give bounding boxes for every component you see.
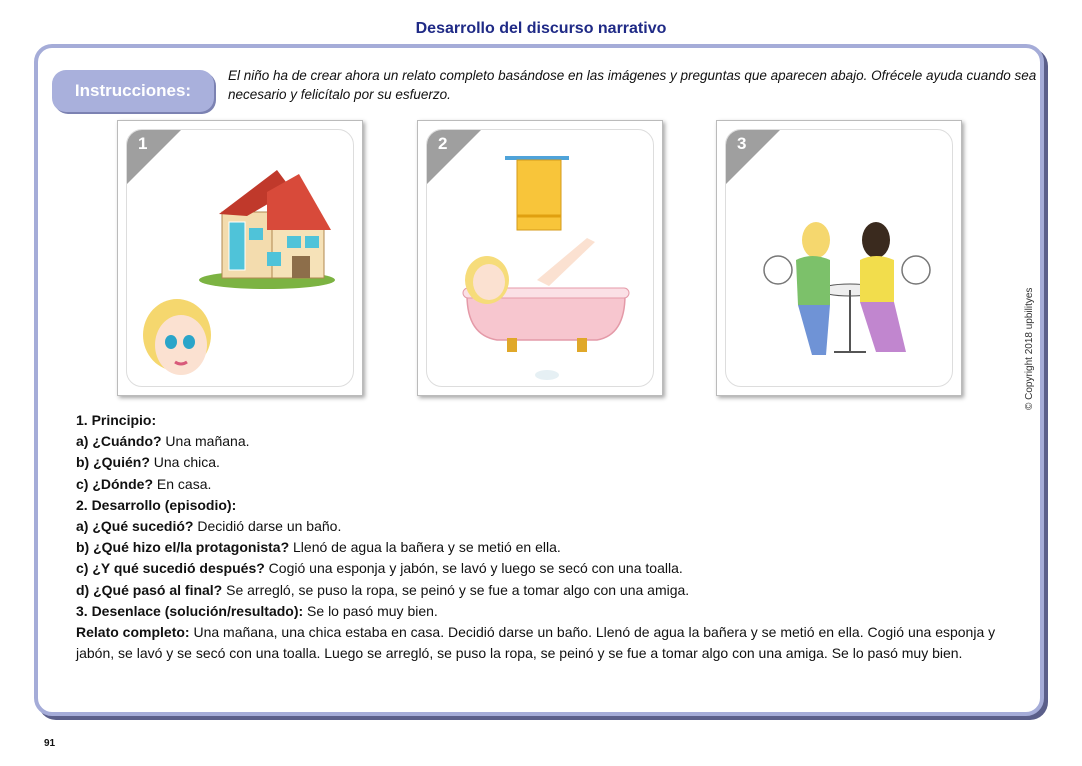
line-text: Llenó de agua la bañera y se metió en ella. bbox=[289, 539, 561, 556]
text-line bbox=[76, 580, 1026, 601]
line-heading: 1. Principio: bbox=[76, 412, 157, 428]
text-line bbox=[76, 474, 1026, 495]
line-text: Una mañana. bbox=[161, 433, 250, 450]
text-line bbox=[76, 452, 1026, 473]
card-number-2: 2 bbox=[438, 134, 448, 153]
line-text: Una chica. bbox=[149, 454, 220, 471]
line-heading: Relato completo: bbox=[76, 624, 190, 641]
line-heading: b) ¿Qué hizo el/la protagonista? bbox=[76, 539, 290, 556]
text-line bbox=[76, 558, 1026, 579]
line-heading: c) ¿Y qué sucedió después? bbox=[76, 560, 265, 577]
picture-card-1 bbox=[117, 120, 363, 396]
line-heading: b) ¿Quién? bbox=[76, 454, 150, 471]
line-heading: a) ¿Cuándo? bbox=[76, 433, 162, 450]
line-text: Decidió darse un baño. bbox=[193, 518, 342, 535]
instructions-text: El niño ha de crear ahora un relato completo basándose en las imágenes y preguntas que aparecen abajo. Ofrécele ayuda cuando sea necesario y felicítalo por su esfuerzo. bbox=[228, 68, 1037, 102]
line-heading: a) ¿Qué sucedió? bbox=[76, 518, 194, 535]
line-heading: 2. Desarrollo (episodio): bbox=[76, 496, 237, 513]
line-text: En casa. bbox=[153, 475, 212, 492]
text-line bbox=[76, 410, 1026, 431]
line-text: Una mañana, una chica estaba en casa. Decidió darse un baño. Llenó de agua la bañera y se metió en ella. Cogió una esponja y jabón, se lavó y se secó con una toalla. Luego se arregló, se puso la ropa, se peinó y se fue a tomar algo con una amiga. Se lo pasó muy bien. bbox=[76, 624, 996, 662]
picture-card-3-inner bbox=[725, 129, 953, 387]
page-number: 91 bbox=[44, 738, 56, 749]
text-line bbox=[76, 431, 1026, 452]
number-corner-2 bbox=[427, 130, 481, 184]
text-line bbox=[76, 622, 1026, 664]
text-line bbox=[76, 495, 1026, 516]
picture-card-3 bbox=[716, 120, 962, 396]
line-heading: c) ¿Dónde? bbox=[76, 475, 153, 492]
picture-card-2 bbox=[417, 120, 663, 396]
card-number-3: 3 bbox=[737, 134, 747, 153]
picture-card-1-inner bbox=[126, 129, 354, 387]
copyright-note: © Copyright 2018 upbilityes bbox=[1024, 287, 1035, 410]
number-corner-1 bbox=[127, 130, 181, 184]
line-text: Se arregló, se puso la ropa, se peinó y se fue a tomar algo con una amiga. bbox=[222, 581, 690, 598]
story-questions bbox=[76, 410, 1026, 664]
line-text: Cogió una esponja y jabón, se lavó y luego se secó con una toalla. bbox=[264, 560, 683, 577]
line-heading: 3. Desenlace (solución/resultado): bbox=[76, 602, 304, 619]
line-text: Se lo pasó muy bien. bbox=[303, 602, 438, 619]
line-heading: d) ¿Qué pasó al final? bbox=[76, 581, 223, 598]
instructions-badge: Instrucciones: bbox=[52, 70, 214, 112]
number-corner-3 bbox=[726, 130, 780, 184]
text-line bbox=[76, 601, 1026, 622]
card-number-1: 1 bbox=[138, 134, 148, 153]
text-line bbox=[76, 516, 1026, 537]
text-line bbox=[76, 537, 1026, 558]
page-title: Desarrollo del discurso narrativo bbox=[415, 20, 667, 37]
picture-card-2-inner bbox=[426, 129, 654, 387]
